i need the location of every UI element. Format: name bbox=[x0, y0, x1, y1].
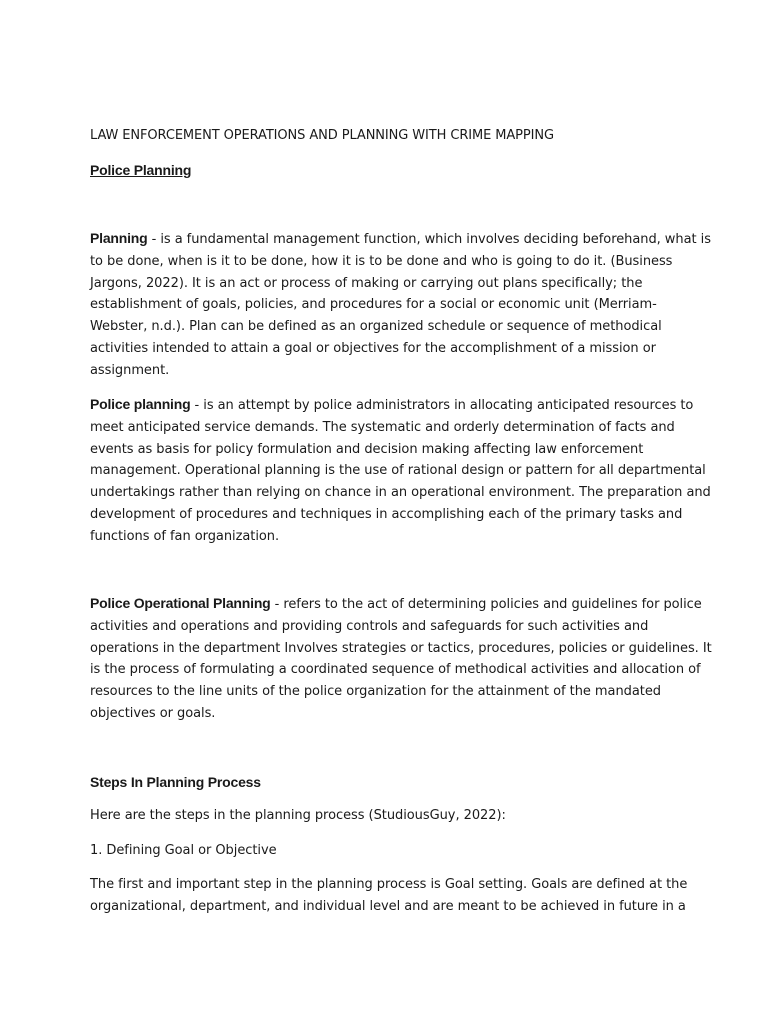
document-title: LAW ENFORCEMENT OPERATIONS AND PLANNING WITH CRIME MAPPING bbox=[90, 128, 554, 143]
paragraph-line: undertakings rather than relying on chance in an operational environment. The preparation and bbox=[90, 485, 711, 501]
paragraph-line: events as basis for policy formulation and decision making affecting law enforcement bbox=[90, 441, 644, 457]
step-1-body bbox=[90, 874, 688, 918]
paragraph-line: functions of fan organization. bbox=[90, 528, 280, 544]
paragraph-line: objectives or goals. bbox=[90, 705, 216, 721]
paragraph-line: assignment. bbox=[90, 362, 170, 378]
paragraph-police-operational-planning bbox=[90, 593, 712, 725]
section-heading-police-planning: Police Planning bbox=[90, 162, 192, 178]
paragraph-line: to be done, when is it to be done, how it is to be done and who is going to do it. (Business bbox=[90, 253, 673, 269]
steps-intro: Here are the steps in the planning process (StudiousGuy, 2022): bbox=[90, 808, 506, 823]
term-planning: Planning bbox=[90, 230, 148, 246]
paragraph-line: Webster, n.d.). Plan can be defined as an organized schedule or sequence of methodical bbox=[90, 319, 662, 335]
paragraph-line: Police Operational Planning - refers to the act of determining policies and guidelines for police bbox=[90, 595, 702, 612]
paragraph-line: Planning - is a fundamental management function, which involves deciding beforehand, what is bbox=[90, 230, 711, 247]
steps-heading: Steps In Planning Process bbox=[90, 774, 261, 790]
paragraph-line: Police planning - is an attempt by police administrators in allocating anticipated resources to bbox=[90, 396, 694, 413]
paragraph-line: development of procedures and techniques in accomplishing each of the primary tasks and bbox=[90, 506, 683, 522]
paragraph-planning bbox=[90, 228, 711, 382]
paragraph-line: operations in the department Involves strategies or tactics, procedures, policies or guidelines. It bbox=[90, 640, 712, 656]
paragraph-line: establishment of goals, policies, and procedures for a social or economic unit (Merriam- bbox=[90, 297, 657, 313]
paragraph-line: activities intended to attain a goal or objectives for the accomplishment of a mission or bbox=[90, 340, 656, 356]
paragraph-line: management. Operational planning is the use of rational design or pattern for all departmental bbox=[90, 463, 706, 479]
term-police-planning: Police planning bbox=[90, 396, 191, 412]
paragraph-line: meet anticipated service demands. The systematic and orderly determination of facts and bbox=[90, 419, 675, 435]
paragraph-line: Jargons, 2022). It is an act or process of making or carrying out plans specifically; the bbox=[90, 275, 643, 291]
document-page bbox=[90, 0, 712, 1024]
term-police-operational-planning: Police Operational Planning bbox=[90, 595, 271, 611]
step-1-title: 1. Defining Goal or Objective bbox=[90, 843, 277, 858]
paragraph-line: The first and important step in the planning process is Goal setting. Goals are defined at the bbox=[90, 877, 688, 892]
paragraph-police-planning bbox=[90, 394, 711, 548]
paragraph-line: activities and operations and providing controls and safeguards for such activities and bbox=[90, 618, 649, 634]
paragraph-line: resources to the line units of the police organization for the attainment of the mandated bbox=[90, 684, 661, 700]
paragraph-line: is the process of formulating a coordinated sequence of methodical activities and allocation of bbox=[90, 662, 701, 678]
paragraph-line: organizational, department, and individual level and are meant to be achieved in future in a bbox=[90, 898, 686, 914]
